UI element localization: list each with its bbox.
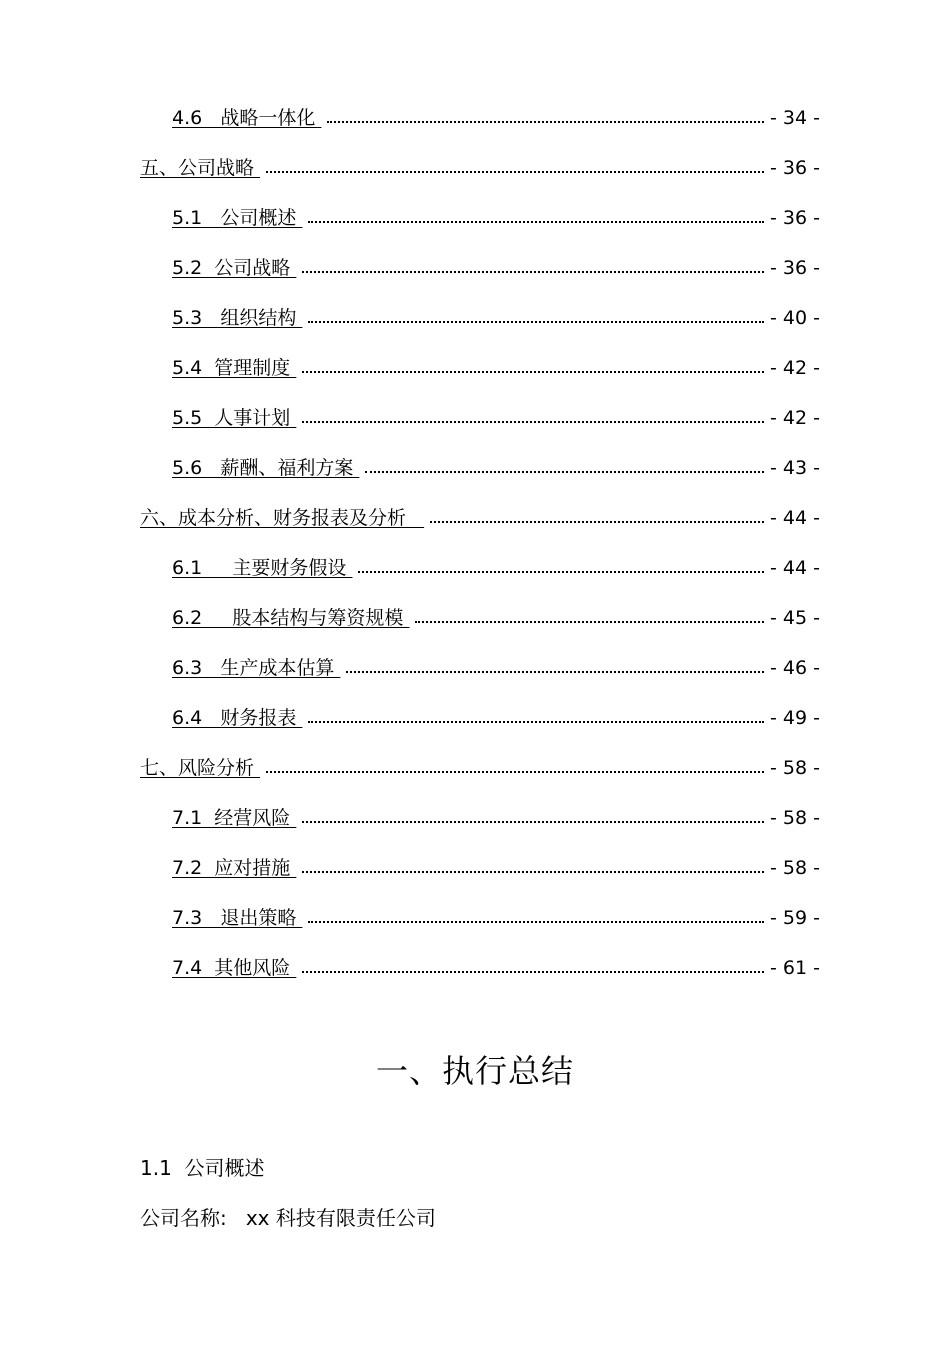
toc-entry-label: 5.6 薪酬、福利方案 <box>172 457 360 479</box>
toc-entry-label: 七、风险分析 <box>140 757 261 779</box>
toc-entry-5-3[interactable] <box>172 300 820 330</box>
toc-entry-page: - 42 - <box>770 357 820 379</box>
toc-entry-5-4[interactable] <box>172 350 820 380</box>
toc-entry-chapter-7[interactable] <box>140 750 820 780</box>
toc-entry-page: - 61 - <box>770 957 820 979</box>
section-heading: 1.1 公司概述 <box>140 1156 265 1180</box>
toc-entry-label: 4.6 战略一体化 <box>172 107 322 129</box>
toc-entry-page: - 58 - <box>770 807 820 829</box>
toc-entry-label: 6.4 财务报表 <box>172 707 303 729</box>
toc-entry-page: - 40 - <box>770 307 820 329</box>
toc-leader-dots <box>266 171 764 173</box>
company-name-label: 公司名称: <box>140 1206 227 1230</box>
toc-entry-label: 5.1 公司概述 <box>172 207 303 229</box>
toc-leader-dots <box>302 821 764 823</box>
toc-entry-7-1[interactable] <box>172 800 820 830</box>
toc-entry-label: 5.4 管理制度 <box>172 357 297 379</box>
toc-leader-dots <box>302 871 764 873</box>
toc-entry-page: - 46 - <box>770 657 820 679</box>
toc-entry-7-4[interactable] <box>172 950 820 980</box>
toc-entry-6-2[interactable] <box>172 600 820 630</box>
toc-leader-dots <box>302 371 764 373</box>
toc-entry-label: 五、公司战略 <box>140 157 261 179</box>
toc-leader-dots <box>266 771 764 773</box>
toc-entry-label: 5.5 人事计划 <box>172 407 297 429</box>
toc-entry-page: - 34 - <box>770 107 820 129</box>
toc-entry-chapter-5[interactable] <box>140 150 820 180</box>
toc-entry-label: 7.3 退出策略 <box>172 907 303 929</box>
toc-leader-dots <box>365 471 764 473</box>
chapter-title: 一、执行总结 <box>375 1052 574 1090</box>
toc-entry-4-6[interactable] <box>172 100 820 130</box>
toc-entry-page: - 59 - <box>770 907 820 929</box>
toc-entry-label: 7.4 其他风险 <box>172 957 297 979</box>
company-name-value: xx 科技有限责任公司 <box>245 1206 436 1230</box>
toc-entry-label: 6.2 股本结构与筹资规模 <box>172 607 410 629</box>
toc-entry-label: 6.1 主要财务假设 <box>172 557 353 579</box>
toc-entry-page: - 43 - <box>770 457 820 479</box>
toc-leader-dots <box>415 621 764 623</box>
toc-entry-page: - 36 - <box>770 207 820 229</box>
toc-entry-5-1[interactable] <box>172 200 820 230</box>
toc-entry-page: - 44 - <box>770 557 820 579</box>
toc-entry-page: - 36 - <box>770 157 820 179</box>
toc-entry-6-3[interactable] <box>172 650 820 680</box>
toc-entry-label: 6.3 生产成本估算 <box>172 657 341 679</box>
toc-leader-dots <box>358 571 764 573</box>
toc-entry-5-2[interactable] <box>172 250 820 280</box>
toc-leader-dots <box>308 221 764 223</box>
toc-leader-dots <box>302 421 764 423</box>
toc-leader-dots <box>308 921 764 923</box>
toc-entry-page: - 58 - <box>770 757 820 779</box>
toc-entry-label: 7.2 应对措施 <box>172 857 297 879</box>
toc-entry-page: - 42 - <box>770 407 820 429</box>
toc-entry-chapter-6[interactable] <box>140 500 820 530</box>
toc-leader-dots <box>308 321 764 323</box>
toc-leader-dots <box>308 721 764 723</box>
toc-entry-7-3[interactable] <box>172 900 820 930</box>
toc-leader-dots <box>302 271 764 273</box>
toc-entry-label: 六、成本分析、财务报表及分析 <box>140 507 425 529</box>
toc-leader-dots <box>327 121 764 123</box>
toc-leader-dots <box>346 671 764 673</box>
toc-entry-7-2[interactable] <box>172 850 820 880</box>
toc-entry-5-5[interactable] <box>172 400 820 430</box>
toc-entry-6-1[interactable] <box>172 550 820 580</box>
toc-entry-page: - 36 - <box>770 257 820 279</box>
toc-entry-label: 7.1 经营风险 <box>172 807 297 829</box>
toc-entry-page: - 49 - <box>770 707 820 729</box>
toc-entry-label: 5.2 公司战略 <box>172 257 297 279</box>
toc-entry-6-4[interactable] <box>172 700 820 730</box>
toc-entry-page: - 45 - <box>770 607 820 629</box>
toc-entry-page: - 58 - <box>770 857 820 879</box>
toc-leader-dots <box>430 521 764 523</box>
toc-leader-dots <box>302 971 764 973</box>
toc-entry-label: 5.3 组织结构 <box>172 307 303 329</box>
toc-entry-5-6[interactable] <box>172 450 820 480</box>
toc-entry-page: - 44 - <box>770 507 820 529</box>
company-name-field <box>140 1202 436 1231</box>
